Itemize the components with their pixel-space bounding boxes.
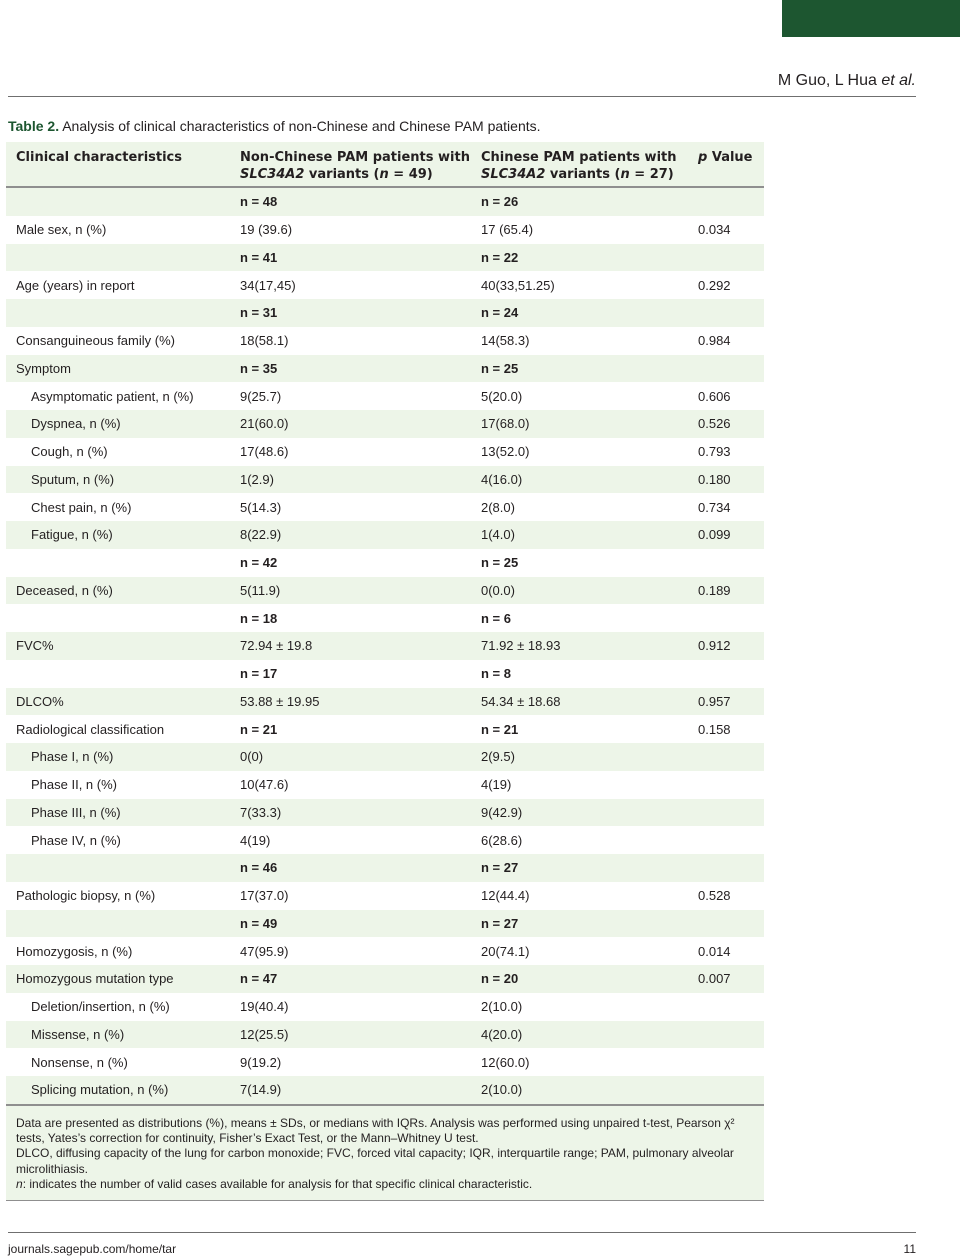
- table-label: Table 2.: [8, 118, 60, 134]
- non-chinese-value: 7(33.3): [240, 804, 282, 820]
- non-chinese-value: 47(95.9): [240, 943, 289, 959]
- chinese-value: n = 22: [481, 249, 519, 265]
- row-label: Phase I, n (%): [31, 749, 114, 765]
- table-row: [6, 604, 764, 632]
- p-value: 0.912: [698, 638, 731, 654]
- non-chinese-value: 1(2.9): [240, 471, 274, 487]
- footnote-methods: Data are presented as distributions (%), means ± SDs, or medians with IQRs. Analysis was performed using unpaired t-test, Pearson χ² tests, Yates’s correction for continuity, Fisher’s Exact Test, or the Mann–Whitney U test.: [16, 1115, 735, 1146]
- non-chinese-value: 0(0): [240, 749, 264, 765]
- chinese-value: 12(60.0): [481, 1054, 530, 1070]
- chinese-value: n = 21: [481, 721, 519, 737]
- table-row: [6, 216, 764, 244]
- table-row: [6, 327, 764, 355]
- row-label: Phase IV, n (%): [31, 832, 121, 848]
- table-body: [6, 188, 764, 1104]
- row-label: Nonsense, n (%): [31, 1054, 128, 1070]
- non-chinese-value: 4(19): [240, 832, 271, 848]
- row-label: Deletion/insertion, n (%): [31, 999, 170, 1015]
- non-chinese-value: 34(17,45): [240, 277, 296, 293]
- row-label: Homozygosis, n (%): [16, 943, 133, 959]
- chinese-value: 12(44.4): [481, 888, 530, 904]
- non-chinese-value: 5(11.9): [240, 582, 281, 598]
- non-chinese-value: 9(25.7): [240, 388, 282, 404]
- non-chinese-value: n = 46: [240, 860, 278, 876]
- row-label: Dyspnea, n (%): [31, 416, 121, 432]
- chinese-value: n = 20: [481, 971, 519, 987]
- table-row: [6, 244, 764, 272]
- header-clinical-characteristics: Clinical characteristics: [16, 150, 182, 165]
- non-chinese-value: 12(25.5): [240, 1026, 289, 1042]
- table-row: [6, 521, 764, 549]
- chinese-value: n = 25: [481, 360, 519, 376]
- row-label: Symptom: [16, 360, 71, 376]
- non-chinese-value: 17(37.0): [240, 888, 289, 904]
- chinese-value: 6(28.6): [481, 832, 523, 848]
- table-row: [6, 466, 764, 494]
- table-row: [6, 743, 764, 771]
- chinese-value: 2(10.0): [481, 1082, 523, 1098]
- header-rule: [8, 96, 916, 97]
- p-value: 0.528: [698, 888, 731, 904]
- table-row: [6, 355, 764, 383]
- chinese-value: 54.34 ± 18.68: [481, 693, 561, 709]
- table-caption: [8, 118, 541, 134]
- row-label: Chest pain, n (%): [31, 499, 132, 515]
- footer-page-number: 11: [903, 1242, 916, 1256]
- row-label: DLCO%: [16, 693, 64, 709]
- chinese-value: 9(42.9): [481, 804, 523, 820]
- row-label: Cough, n (%): [31, 444, 108, 460]
- chinese-value: 20(74.1): [481, 943, 530, 959]
- row-label: Sputum, n (%): [31, 471, 115, 487]
- non-chinese-value: 21(60.0): [240, 416, 289, 432]
- non-chinese-value: 10(47.6): [240, 777, 289, 793]
- table-row: [6, 688, 764, 716]
- chinese-value: 2(8.0): [481, 499, 515, 515]
- chinese-value: n = 6: [481, 610, 511, 626]
- table-row: [6, 382, 764, 410]
- table-row: [6, 410, 764, 438]
- non-chinese-value: 19(40.4): [240, 999, 289, 1015]
- corner-color-bar: [782, 0, 960, 37]
- table-row: [6, 577, 764, 605]
- p-value: 0.984: [698, 333, 731, 349]
- p-value: 0.793: [698, 444, 731, 460]
- table-row: [6, 715, 764, 743]
- non-chinese-value: 19 (39.6): [240, 222, 293, 238]
- row-label: Homozygous mutation type: [16, 971, 174, 987]
- non-chinese-value: n = 48: [240, 194, 278, 210]
- chinese-value: n = 8: [481, 666, 511, 682]
- non-chinese-value: n = 35: [240, 360, 278, 376]
- row-label: Deceased, n (%): [16, 582, 113, 598]
- non-chinese-value: n = 21: [240, 721, 278, 737]
- row-label: Missense, n (%): [31, 1026, 125, 1042]
- p-value: 0.014: [698, 943, 731, 959]
- chinese-value: 0(0.0): [481, 582, 515, 598]
- table-row: [6, 854, 764, 882]
- p-value: 0.158: [698, 721, 731, 737]
- non-chinese-value: 18(58.1): [240, 333, 289, 349]
- row-label: Age (years) in report: [16, 277, 135, 293]
- clinical-characteristics-table: [6, 142, 764, 1201]
- footer-rule: [8, 1232, 916, 1233]
- non-chinese-value: 9(19.2): [240, 1054, 282, 1070]
- chinese-value: 4(16.0): [481, 471, 523, 487]
- non-chinese-value: 5(14.3): [240, 499, 282, 515]
- table-row: [6, 271, 764, 299]
- table-row: [6, 549, 764, 577]
- header-p-value: p Value: [698, 150, 753, 165]
- chinese-value: n = 25: [481, 555, 519, 571]
- footnote-n-definition: n: indicates the number of valid cases available for analysis for that specific clinical characteristic.: [16, 1176, 533, 1191]
- chinese-value: n = 24: [481, 305, 519, 321]
- row-label: Male sex, n (%): [16, 222, 107, 238]
- table-row: [6, 438, 764, 466]
- footer-journal-url: journals.sagepub.com/home/tar: [8, 1242, 177, 1256]
- p-value: 0.606: [698, 388, 731, 404]
- non-chinese-value: 72.94 ± 19.8: [240, 638, 313, 654]
- non-chinese-value: 8(22.9): [240, 527, 282, 543]
- non-chinese-value: n = 31: [240, 305, 278, 321]
- running-header-authors: M Guo, L Hua et al.: [777, 72, 916, 89]
- table-row: [6, 1021, 764, 1049]
- non-chinese-value: n = 41: [240, 249, 278, 265]
- chinese-value: 40(33,51.25): [481, 277, 555, 293]
- table-row: [6, 493, 764, 521]
- row-label: Phase III, n (%): [31, 804, 121, 820]
- p-value: 0.007: [698, 971, 731, 987]
- chinese-value: 1(4.0): [481, 527, 515, 543]
- chinese-value: 13(52.0): [481, 444, 530, 460]
- table-row: [6, 937, 764, 965]
- chinese-value: 4(19): [481, 777, 512, 793]
- non-chinese-value: n = 47: [240, 971, 278, 987]
- chinese-value: n = 26: [481, 194, 519, 210]
- non-chinese-value: 7(14.9): [240, 1082, 282, 1098]
- table-row: [6, 882, 764, 910]
- table-row: [6, 826, 764, 854]
- chinese-value: 14(58.3): [481, 333, 530, 349]
- chinese-value: n = 27: [481, 860, 519, 876]
- table-row: [6, 188, 764, 216]
- row-label: Asymptomatic patient, n (%): [31, 388, 194, 404]
- chinese-value: 5(20.0): [481, 388, 523, 404]
- non-chinese-value: n = 49: [240, 915, 278, 931]
- chinese-value: 71.92 ± 18.93: [481, 638, 561, 654]
- chinese-value: 17 (65.4): [481, 222, 534, 238]
- p-value: 0.189: [698, 582, 731, 598]
- table-header-row: [6, 142, 764, 188]
- table-caption-text: Analysis of clinical characteristics of non-Chinese and Chinese PAM patients.: [59, 118, 541, 134]
- non-chinese-value: 17(48.6): [240, 444, 289, 460]
- table-row: [6, 632, 764, 660]
- non-chinese-value: n = 18: [240, 610, 278, 626]
- p-value: 0.734: [698, 499, 731, 515]
- non-chinese-value: n = 42: [240, 555, 278, 571]
- row-label: Pathologic biopsy, n (%): [16, 888, 156, 904]
- p-value: 0.526: [698, 416, 731, 432]
- table-row: [6, 1048, 764, 1076]
- p-value: 0.034: [698, 222, 731, 238]
- chinese-value: n = 27: [481, 915, 519, 931]
- row-label: Fatigue, n (%): [31, 527, 113, 543]
- non-chinese-value: n = 17: [240, 666, 278, 682]
- chinese-value: 2(9.5): [481, 749, 515, 765]
- row-label: Splicing mutation, n (%): [31, 1082, 169, 1098]
- non-chinese-value: 53.88 ± 19.95: [240, 693, 320, 709]
- table-row: [6, 1076, 764, 1104]
- p-value: 0.292: [698, 277, 731, 293]
- table-row: [6, 910, 764, 938]
- footnote-abbreviations: DLCO, diffusing capacity of the lung for carbon monoxide; FVC, forced vital capacity; IQR, interquartile range; PAM, pulmonary alveolar microlithiasis.: [16, 1146, 734, 1176]
- table-row: [6, 965, 764, 993]
- chinese-value: 17(68.0): [481, 416, 530, 432]
- chinese-value: 2(10.0): [481, 999, 523, 1015]
- table-row: [6, 299, 764, 327]
- header-chinese: Chinese PAM patients with SLC34A2 variants (n = 27): [481, 150, 677, 182]
- table-footnotes: [6, 1104, 764, 1201]
- table-row: [6, 799, 764, 827]
- table-row: [6, 660, 764, 688]
- p-value: 0.099: [698, 527, 731, 543]
- row-label: FVC%: [16, 638, 54, 654]
- row-label: Radiological classification: [16, 721, 165, 737]
- header-non-chinese: Non-Chinese PAM patients with SLC34A2 variants (n = 49): [240, 150, 470, 182]
- table-row: [6, 993, 764, 1021]
- row-label: Consanguineous family (%): [16, 333, 175, 349]
- p-value: 0.957: [698, 693, 731, 709]
- table-row: [6, 771, 764, 799]
- row-label: Phase II, n (%): [31, 777, 117, 793]
- chinese-value: 4(20.0): [481, 1026, 523, 1042]
- p-value: 0.180: [698, 471, 731, 487]
